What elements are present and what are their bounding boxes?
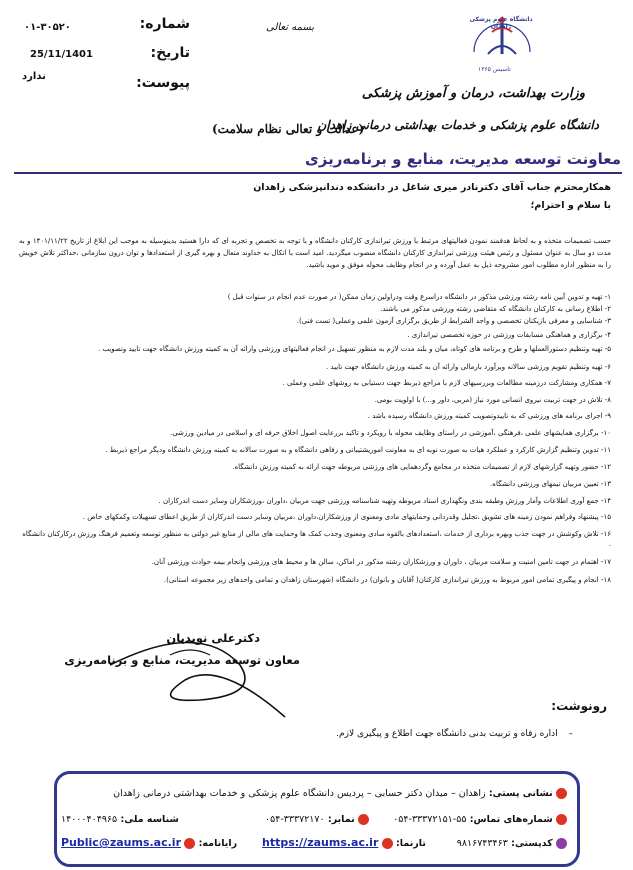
list-item: ۷- همکاری ومشارکت درزمینه مطالعات وبررسیهای لازم با مراجع ذیربط جهت دستیابی به روشهای علمی وعملی . <box>282 379 611 387</box>
globe-icon <box>382 838 393 849</box>
list-item: ۴- برگزاری و هماهنگی مسابقات ورزشی در حوزه تخصصی تیراندازی . <box>407 331 611 339</box>
recipient: همکارمحترم جناب آقای دکترنادر میری شاغل در دانشکده دندانپزشکی زاهدان <box>253 182 611 193</box>
signature-block <box>50 625 300 720</box>
web-label: تارنما: <box>396 838 426 849</box>
list-item: ۱۲- حضور وتهیه گزارشهای لازم از تصمیمات متخذه در مجامع وگردهمایی های ورزشی مربوطه جهت ارائه به کمیته ورزش دانشگاه. <box>232 463 611 471</box>
logo-year: تاسیس ۱۳۶۵ <box>478 66 511 73</box>
cc-bullet: – <box>562 729 573 739</box>
motto: (عدالت و تعالی نظام سلامت) <box>212 122 365 136</box>
department-title: معاونت توسعه مدیریت، منابع و برنامه‌ریزی <box>304 150 621 168</box>
email-label: رایانامه: <box>198 838 238 849</box>
signer-title: معاون توسعه مدیریت، منابع و برنامه‌ریزی <box>64 653 300 667</box>
list-item: ۲- اطلاع رسانی به کارکنان دانشگاه که متقاضی رشته ورزشی مذکور می باشند. <box>380 305 611 313</box>
national-id-label: شناسه ملی: <box>120 814 179 825</box>
phone-icon <box>556 814 567 825</box>
date-value: 25/11/1401 <box>30 49 93 60</box>
address-label: نشانی پستی: <box>488 788 553 799</box>
list-item: ۶- تهیه وتنظیم تقویم ورزشی سالانه وبرآورد بارمالی وارائه آن به کمیته ورزش دانشگاه جهت تایید . <box>325 363 611 371</box>
cc-title: رونوشت: <box>551 699 607 713</box>
date-label: تاریخ: <box>150 45 190 61</box>
footer-postal <box>457 838 567 849</box>
fax-value: ۳۳۳۷۲۱۷۰-۰۵۴ <box>265 814 325 825</box>
basmala: بسمه تعالی <box>266 22 315 33</box>
footer-address <box>113 788 567 799</box>
logo-text: دانشگاه علوم پزشکی زاهدان <box>469 16 533 30</box>
footer-box <box>54 771 580 867</box>
footer-phone <box>393 814 567 825</box>
list-item: ۳- شناسایی و معرفی بازیکنان تخصصی و واجد الشرایط از طریق برگزاری آزمون علمی وعملی( تست فنی). <box>296 317 611 325</box>
list-item: ۹- اجرای برنامه های ورزشی که به تاییدوتصویب کمیته ورزش دانشگاه رسیده باشد . <box>367 412 611 420</box>
list-item: ۸- تلاش در جهت تربیت نیروی انسانی مورد نیاز (مربی، داور و...) با اولویت بومی. <box>374 396 611 404</box>
number-label: شماره: <box>139 16 190 32</box>
phone-value: ۵۵-۳۳۳۷۲۱۵۱-۰۵۴ <box>393 814 467 825</box>
email-link[interactable]: Public@zaums.ac.ir <box>61 836 181 849</box>
address-value: زاهدان – میدان دکتر حسابی – پردیس دانشگاه علوم پزشکی و خدمات بهداشتی درمانی زاهدان <box>113 788 486 799</box>
list-item: ۱۳- تعیین مربیان تیمهای ورزشی دانشگاه. <box>490 480 611 488</box>
signer-name: دکترعلی نویدیان <box>166 631 260 645</box>
footer-fax <box>265 814 369 825</box>
university-logo <box>464 8 540 76</box>
footer-email <box>61 836 237 849</box>
location-icon <box>556 788 567 799</box>
list-item: ۱۵- پیشنهاد وفراهم نمودن زمینه های تشویق ،تجلیل وقدردانی وحمایتهای مادی ومعنوی از ورزشکاران،داوران ،مربیان وسایر دست اندرکاران از طریق اعطای تسهیلات وکمکهای خاص . <box>82 513 611 521</box>
list-item: ۵- تهیه وتنظیم دستورالعملها و طرح و برنامه های کوتاه، میان و بلند مدت لازم به منظور تسهیل در انجام فعالیتهای ورزشی وارائه آن به کمیته ورزش دانشگاه جهت تایید وتصویب . <box>98 345 611 353</box>
meta-block <box>20 16 190 101</box>
number-value: ۰۱-۳۰۵۲۰ <box>24 22 71 33</box>
list-item: ۱۷- اهتمام در جهت تامین امنیت و سلامت مربیان ، داوران و ورزشکاران رشته مذکور در اماکن، سالن ها و محیط های ورزشی وانجام بیمه حوادث ورزشی آنان. <box>151 558 611 566</box>
phone-label: شماره‌های تماس: <box>469 814 553 825</box>
footer-web <box>262 836 426 849</box>
university-name: دانشگاه علوم پزشکی و خدمات بهداشتی درمانی زاهدان <box>317 118 599 132</box>
postal-value: ۹۸۱۶۷۴۳۴۶۳ <box>456 838 508 849</box>
email-icon <box>184 838 195 849</box>
ministry-name: وزارت بهداشت، درمان و آموزش پزشکی <box>361 86 585 101</box>
footer-national-id <box>61 814 179 825</box>
list-item: ۱۶- تلاش وکوشش در جهت جذب وبهره برداری از خدمات ،استعدادهای بالقوه سادی ومعنوی وجذب کمک ها وحمایت های مالی از منابع غیر دولتی به منظور توسعه وتعمیم فرهنگ ورزش درکارکنان دانشگاه . <box>22 530 611 548</box>
cc-item: اداره رفاه و تربیت بدنی دانشگاه جهت اطلاع و پیگیری لازم. <box>336 729 558 739</box>
list-item: ۱۸- انجام و پیگیری تمامی امور مربوط به ورزش تیراندازی کارکنان( آقایان و بانوان) در دانشگاه (شهرستان زاهدان و تمامی واحدهای زیر مجموعه استانی). <box>163 576 611 584</box>
website-link[interactable]: https://zaums.ac.ir <box>262 836 379 849</box>
list-item: ۱۴- جمع آوری اطلاعات وآمار ورزش وطبقه بندی ونگهداری اسناد مربوطه وتهیه شناسنامه ورزشی جهت مربیان ،داوران ،ورزشکاران وسایر دست اندرکاران . <box>158 497 611 505</box>
attachment-value: ندارد <box>22 71 46 82</box>
postal-label: کدپستی: <box>511 838 553 849</box>
fax-label: نمابر: <box>327 814 355 825</box>
list-item: ۱- تهیه و تدوین آیین نامه رشته ورزشی مذکور در دانشگاه دراسرع وقت ودراولین زمان ممکن( در صورت عدم انجام در سنوات قبل ) <box>227 293 611 301</box>
salutation: با سلام و احترام؛ <box>530 200 611 211</box>
attachment-label: پیوست: <box>136 75 190 91</box>
cc-list <box>253 721 573 740</box>
header-divider <box>14 172 622 174</box>
national-id-value: ۱۴۰۰۰۴۰۴۹۶۵ <box>61 814 118 825</box>
postal-icon <box>556 838 567 849</box>
list-item: ۱۱- تدوین وتنظیم گزارش کارکرد و عملکرد هیات به صورت نوبه ای به معاونت امورپشتیبانی و رفاهی دانشگاه و به صورت سالانه به کمیته ورزش دانشگاه ودیگر مراجع ذیربط . <box>105 446 611 454</box>
fax-icon <box>358 814 369 825</box>
duties-list <box>19 292 611 589</box>
list-item: ۱۰- برگزاری همایشهای علمی ،فرهنگی ،آموزشی در راستای وظایف محوله با رویکرد و تاکید بررعایت اصول اخلاق حرفه ای و اسلامی در میادین ورزشی. <box>169 429 611 437</box>
intro-paragraph: حسب تصمیمات متخذه و به لحاظ هدفمند نمودن فعالیتهای مرتبط با ورزش تیراندازی کارکنان دانشگاه و با توجه به تخصص و تجربه ای که دارا هستید بدینوسیله به موجب این ابلاغ از تاریخ ۱۴۰۱/۱۱/۲۲ و به مدت دو سال به عنوان مسئول و رئیس هیئت ورزشی تیراندازی کارکنان دانشگاه منصوب میگردید. امید است با اتکال به خداوند متعال و بهره گیری از استعدادها و توان درون سازمانی ،حداکثر تلاش خویش را به منظور اداره مطلوب امور مشروحه ذیل به عمل آورده و در انجام وظایف محوله موفق و موید باشید. <box>19 237 611 269</box>
